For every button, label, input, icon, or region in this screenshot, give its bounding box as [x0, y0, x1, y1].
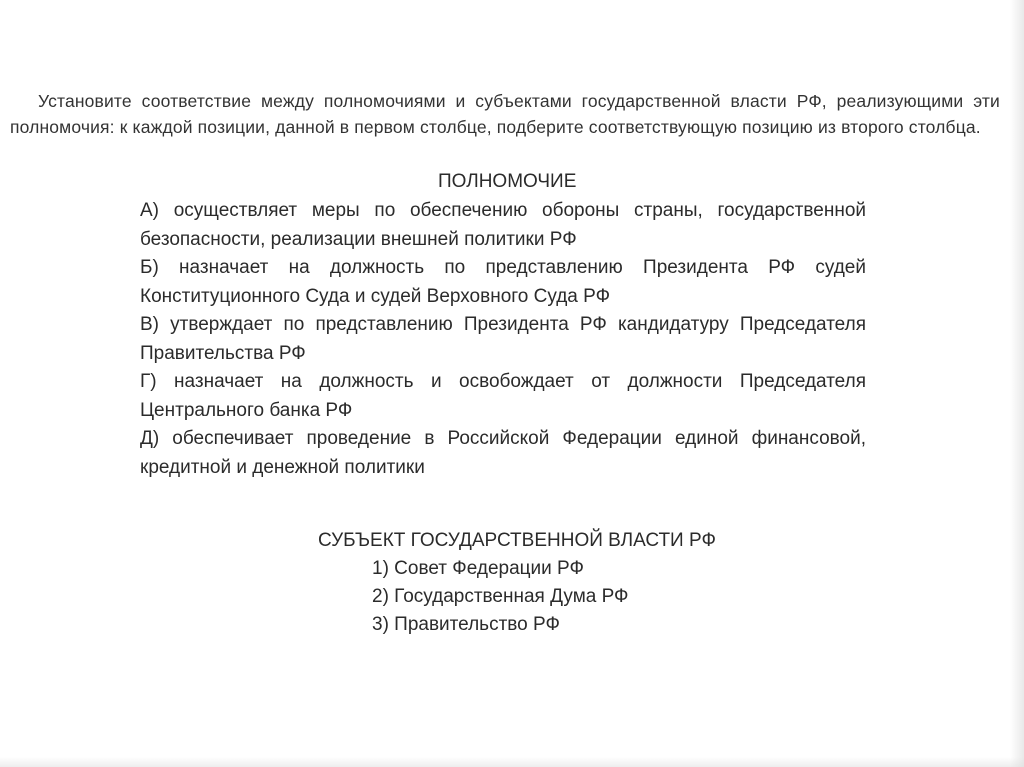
power-item-g: Г) назначает на должность и освобождает от должности Председателя Центрального банка РФ	[140, 371, 866, 421]
power-item-d: Д) обеспечивает проведение в Российской Федерации единой финансовой, кредитной и денежной политики	[140, 428, 866, 478]
subject-item-3: 3) Правительство РФ	[372, 614, 560, 635]
subject-item-1: 1) Совет Федерации РФ	[372, 558, 584, 579]
powers-list	[140, 197, 866, 482]
slide-edge-shadow	[1010, 0, 1024, 767]
subjects-column-title: СУБЪЕКТ ГОСУДАРСТВЕННОЙ ВЛАСТИ РФ	[318, 530, 716, 551]
task-instruction: Установите соответствие между полномочиями и субъектами государственной власти РФ, реализующими эти полномочия: к каждой позиции, данной в первом столбце, подберите соответствующую позицию из второго столбца.	[10, 91, 1000, 137]
power-item-b: Б) назначает на должность по представлению Президента РФ судей Конституционного Суда и судей Верховного Суда РФ	[140, 257, 866, 307]
subject-item-2: 2) Государственная Дума РФ	[372, 586, 629, 607]
subjects-list	[372, 555, 629, 639]
powers-column-title: ПОЛНОМОЧИЕ	[438, 171, 577, 192]
slide-bottom-shadow	[0, 757, 1024, 767]
power-item-a: А) осуществляет меры по обеспечению обороны страны, государственной безопасности, реализации внешней политики РФ	[140, 200, 866, 250]
power-item-v: В) утверждает по представлению Президента РФ кандидатуру Председателя Правительства РФ	[140, 314, 866, 364]
